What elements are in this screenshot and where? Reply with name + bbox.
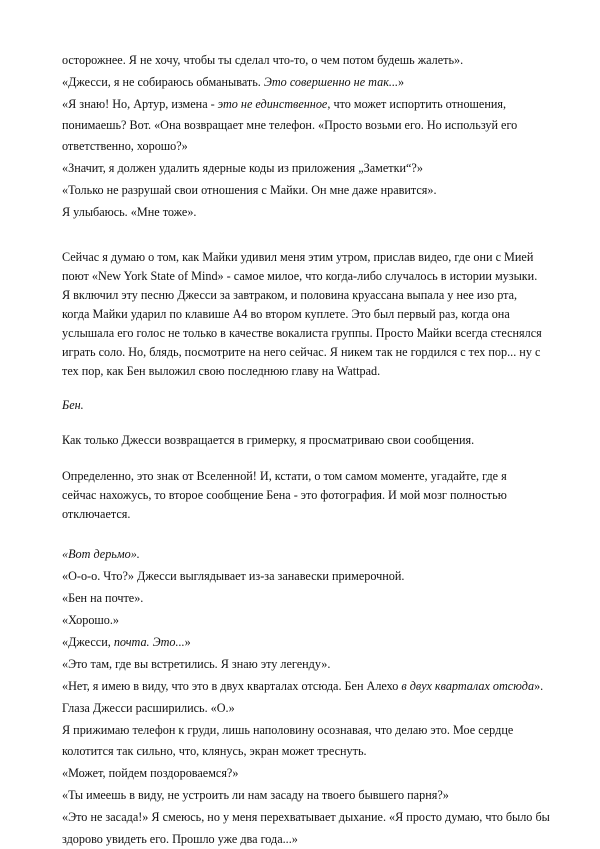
dialogue-line: колотится так сильно, что, клянусь, экран может треснуть. <box>62 744 367 758</box>
dialogue-line: «Вот дерьмо». <box>62 547 140 561</box>
dialogue-line <box>62 678 542 695</box>
dialogue-line <box>62 634 542 651</box>
text-run: «Нет, я имею в виду, что это в двух кварталах отсюда. Бен Алехо <box>62 679 402 693</box>
dialogue-line: «Может, пойдем поздороваемся?» <box>62 766 239 780</box>
body-paragraph: Сейчас я думаю о том, как Майки удивил меня этим утром, прислав видео, где они с Мией поют «New York State of Mind» - самое милое, что когда-либо случалось в истории музыки. Я включил эту песню Джесси за завтраком, и половина круассана выпала у нее изо рта, когда Майки ударил по клавише A4 во втором куплете. Это был первый раз, когда она услышала его голос не только в качестве вокалиста группы. Просто Майки всегда стеснялся играть соло. Но, блядь, посмотрите на него сейчас. Я никем так не гордился с тех пор... ну с тех пор, как Бен выложил свою последнюю главу на Wattpad. <box>62 250 542 378</box>
paragraph-gap <box>62 414 542 432</box>
section-heading: Бен. <box>62 398 84 412</box>
dialogue-line: здорово увидеть его. Прошло уже два года...» <box>62 832 298 846</box>
text-run: «Джесси, <box>62 635 114 649</box>
italic-run: Это совершенно не так... <box>263 75 399 89</box>
text-line: ответственно, хорошо?» <box>62 139 188 153</box>
text-line: осторожнее. Я не хочу, чтобы ты сделал что-то, о чем потом будешь жалеть». <box>62 53 464 67</box>
paragraph-gap <box>62 524 542 546</box>
text-run: , что может испортить отношения, <box>327 97 507 111</box>
paragraph-gap <box>62 221 542 248</box>
text-run: «Джесси, я не собираюсь обманывать. <box>62 75 264 89</box>
italic-run: почта. Это... <box>113 635 185 649</box>
italic-run: это не единственное <box>217 97 328 111</box>
dialogue-line: «Хорошо.» <box>62 613 120 627</box>
dialogue-line: «Это там, где вы встретились. Я знаю эту легенду». <box>62 657 331 671</box>
dialogue-line: «Это не засада!» Я смеюсь, но у меня перехватывает дыхание. «Я просто думаю, что было бы <box>62 810 550 824</box>
text-line: «Значит, я должен удалить ядерные коды из приложения „Заметки“?» <box>62 161 423 175</box>
text-run: ». <box>534 679 544 693</box>
text-line: «Только не разрушай свои отношения с Майки. Он мне даже нравится». <box>62 183 437 197</box>
body-paragraph: Определенно, это знак от Вселенной! И, кстати, о том самом моменте, угадайте, где я сейчас нахожусь, то второе сообщение Бена - это фотография. И мой мозг полностью отключается. <box>62 469 507 521</box>
text-line: понимаешь? Вот. «Она возвращает мне телефон. «Просто возьми его. Но используй его <box>62 118 518 132</box>
italic-run: в двух кварталах отсюда <box>401 679 535 693</box>
dialogue-line: «Ты имеешь в виду, не устроить ли нам засаду на твоего бывшего парня?» <box>62 788 449 802</box>
body-paragraph: Как только Джесси возвращается в гримерку, я просматриваю свои сообщения. <box>62 433 475 447</box>
dialogue-line: Я прижимаю телефон к груди, лишь наполовину осознавая, что делаю это. Мое сердце <box>62 723 514 737</box>
paragraph-gap <box>62 449 542 467</box>
text-line <box>62 96 542 113</box>
text-run: » <box>184 635 191 649</box>
text-run: » <box>398 75 405 89</box>
text-run: «Я знаю! Но, Артур, измена - <box>62 97 218 111</box>
dialogue-line: Глаза Джесси расширились. «О.» <box>62 701 235 715</box>
dialogue-line: «Бен на почте». <box>62 591 144 605</box>
text-line: Я улыбаюсь. «Мне тоже». <box>62 205 197 219</box>
paragraph-gap <box>62 381 542 397</box>
dialogue-line: «О-о-о. Что?» Джесси выглядывает из-за занавески примерочной. <box>62 569 405 583</box>
text-line <box>62 74 542 91</box>
